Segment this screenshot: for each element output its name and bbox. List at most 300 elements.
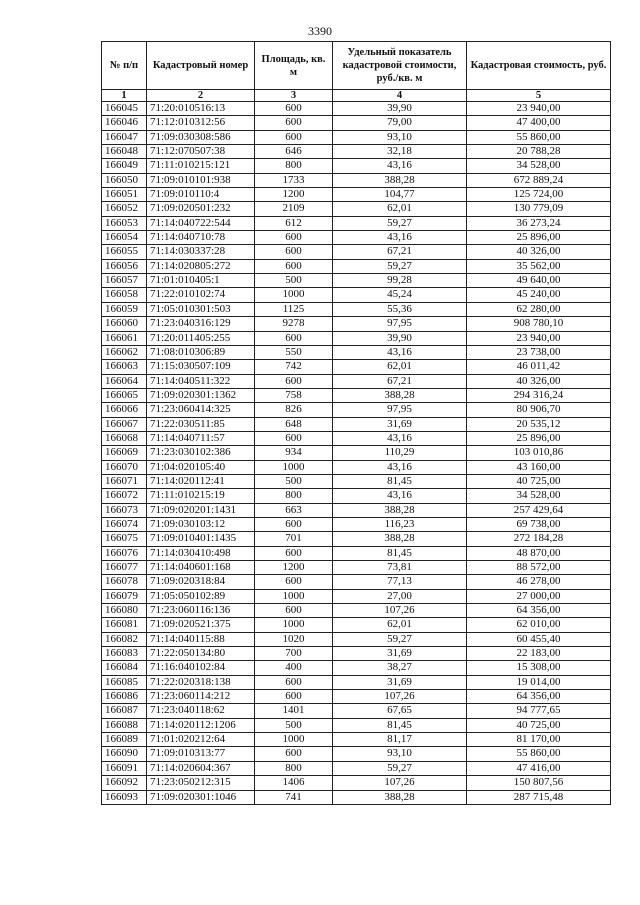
unit-value: 39,90 [333, 102, 467, 116]
area-value: 1406 [255, 776, 333, 790]
row-number: 166052 [102, 202, 147, 216]
unit-value: 43,16 [333, 460, 467, 474]
cadastral-number: 71:23:060116:136 [147, 604, 255, 618]
cadastral-cost: 150 807,56 [467, 776, 611, 790]
unit-value: 388,28 [333, 532, 467, 546]
column-number: 1 [102, 90, 147, 102]
table-row [102, 733, 611, 747]
column-number: 4 [333, 90, 467, 102]
unit-value: 31,69 [333, 417, 467, 431]
unit-value: 81,17 [333, 733, 467, 747]
area-value: 600 [255, 675, 333, 689]
row-number: 166071 [102, 474, 147, 488]
row-number: 166063 [102, 360, 147, 374]
row-number: 166081 [102, 618, 147, 632]
area-value: 600 [255, 130, 333, 144]
table-row [102, 546, 611, 560]
row-number: 166046 [102, 116, 147, 130]
cadastral-cost: 20 788,28 [467, 145, 611, 159]
cadastral-cost: 47 400,00 [467, 116, 611, 130]
unit-value: 59,27 [333, 259, 467, 273]
row-number: 166078 [102, 575, 147, 589]
row-number: 166058 [102, 288, 147, 302]
cadastral-cost: 287 715,48 [467, 790, 611, 804]
unit-value: 97,95 [333, 403, 467, 417]
cadastral-cost: 23 940,00 [467, 102, 611, 116]
unit-value: 67,21 [333, 374, 467, 388]
unit-value: 31,69 [333, 647, 467, 661]
row-number: 166088 [102, 718, 147, 732]
area-value: 800 [255, 159, 333, 173]
cadastral-cost: 43 160,00 [467, 460, 611, 474]
cadastral-cost: 23 738,00 [467, 345, 611, 359]
cadastral-cost: 49 640,00 [467, 274, 611, 288]
area-value: 600 [255, 245, 333, 259]
cadastral-number: 71:14:040115:88 [147, 632, 255, 646]
area-value: 500 [255, 474, 333, 488]
row-number: 166049 [102, 159, 147, 173]
row-number: 166076 [102, 546, 147, 560]
table-row [102, 173, 611, 187]
table-row [102, 431, 611, 445]
cadastral-number: 71:12:010312:56 [147, 116, 255, 130]
unit-value: 43,16 [333, 159, 467, 173]
table-row [102, 532, 611, 546]
cadastral-number: 71:09:010313:77 [147, 747, 255, 761]
cadastral-number: 71:22:010102:74 [147, 288, 255, 302]
table-row [102, 704, 611, 718]
table-row [102, 403, 611, 417]
cadastral-cost: 257 429,64 [467, 503, 611, 517]
row-number: 166070 [102, 460, 147, 474]
unit-value: 93,10 [333, 130, 467, 144]
cadastral-number: 71:14:020805:272 [147, 259, 255, 273]
cadastral-number: 71:14:020112:41 [147, 474, 255, 488]
cadastral-number: 71:22:050134:80 [147, 647, 255, 661]
table-row [102, 690, 611, 704]
row-number: 166073 [102, 503, 147, 517]
cadastral-cost: 94 777,65 [467, 704, 611, 718]
cadastral-cost: 46 278,00 [467, 575, 611, 589]
cadastral-cost: 272 184,28 [467, 532, 611, 546]
area-value: 701 [255, 532, 333, 546]
unit-value: 77,13 [333, 575, 467, 589]
area-value: 600 [255, 517, 333, 531]
table-row [102, 216, 611, 230]
unit-value: 62,01 [333, 202, 467, 216]
cadastral-cost: 40 725,00 [467, 474, 611, 488]
cadastral-number: 71:23:040316:129 [147, 317, 255, 331]
cadastral-cost: 25 896,00 [467, 431, 611, 445]
table-row [102, 360, 611, 374]
row-number: 166085 [102, 675, 147, 689]
table-row [102, 561, 611, 575]
table-row [102, 460, 611, 474]
table-row [102, 474, 611, 488]
cadastral-number: 71:14:040511:322 [147, 374, 255, 388]
area-value: 826 [255, 403, 333, 417]
row-number: 166080 [102, 604, 147, 618]
table-row [102, 159, 611, 173]
cadastral-cost: 40 725,00 [467, 718, 611, 732]
cadastral-cost: 69 738,00 [467, 517, 611, 531]
unit-value: 388,28 [333, 503, 467, 517]
unit-value: 43,16 [333, 231, 467, 245]
column-number-row [102, 90, 611, 102]
area-value: 600 [255, 259, 333, 273]
area-value: 500 [255, 718, 333, 732]
cadastral-number: 71:08:010306:89 [147, 345, 255, 359]
row-number: 166082 [102, 632, 147, 646]
area-value: 1000 [255, 733, 333, 747]
cadastral-cost: 22 183,00 [467, 647, 611, 661]
cadastral-cost: 34 528,00 [467, 489, 611, 503]
cadastral-number: 71:11:010215:19 [147, 489, 255, 503]
unit-value: 99,28 [333, 274, 467, 288]
row-number: 166064 [102, 374, 147, 388]
row-number: 166079 [102, 589, 147, 603]
table-row [102, 604, 611, 618]
unit-value: 67,65 [333, 704, 467, 718]
unit-value: 388,28 [333, 173, 467, 187]
row-number: 166062 [102, 345, 147, 359]
area-value: 600 [255, 116, 333, 130]
cadastral-number: 71:14:030410:498 [147, 546, 255, 560]
cadastral-number: 71:22:030511:85 [147, 417, 255, 431]
area-value: 1200 [255, 561, 333, 575]
table-row [102, 647, 611, 661]
table-row [102, 274, 611, 288]
cadastral-cost: 80 906,70 [467, 403, 611, 417]
cadastral-number: 71:09:020521:375 [147, 618, 255, 632]
table-row [102, 317, 611, 331]
unit-value: 81,45 [333, 546, 467, 560]
table-row [102, 374, 611, 388]
area-value: 9278 [255, 317, 333, 331]
cadastral-number: 71:09:030103:12 [147, 517, 255, 531]
table-row [102, 776, 611, 790]
cadastral-cost: 908 780,10 [467, 317, 611, 331]
unit-value: 97,95 [333, 317, 467, 331]
table-row [102, 589, 611, 603]
area-value: 758 [255, 388, 333, 402]
header-area: Площадь, кв. м [255, 42, 333, 90]
area-value: 600 [255, 690, 333, 704]
table-row [102, 489, 611, 503]
table-row [102, 202, 611, 216]
column-number: 5 [467, 90, 611, 102]
cadastral-cost: 62 280,00 [467, 302, 611, 316]
area-value: 600 [255, 374, 333, 388]
unit-value: 388,28 [333, 790, 467, 804]
row-number: 166065 [102, 388, 147, 402]
unit-value: 107,26 [333, 690, 467, 704]
area-value: 700 [255, 647, 333, 661]
cadastral-cost: 64 356,00 [467, 604, 611, 618]
unit-value: 93,10 [333, 747, 467, 761]
header-number: № п/п [102, 42, 147, 90]
cadastral-cost: 35 562,00 [467, 259, 611, 273]
area-value: 648 [255, 417, 333, 431]
area-value: 934 [255, 446, 333, 460]
cadastral-number: 71:14:030337:28 [147, 245, 255, 259]
cadastral-number: 71:20:011405:255 [147, 331, 255, 345]
row-number: 166045 [102, 102, 147, 116]
area-value: 600 [255, 231, 333, 245]
row-number: 166057 [102, 274, 147, 288]
cadastral-cost: 130 779,09 [467, 202, 611, 216]
row-number: 166060 [102, 317, 147, 331]
row-number: 166048 [102, 145, 147, 159]
area-value: 800 [255, 489, 333, 503]
row-number: 166090 [102, 747, 147, 761]
table-row [102, 718, 611, 732]
cadastral-cost: 20 535,12 [467, 417, 611, 431]
table-row [102, 575, 611, 589]
table-row [102, 388, 611, 402]
area-value: 600 [255, 575, 333, 589]
row-number: 166089 [102, 733, 147, 747]
header-row [102, 42, 611, 90]
row-number: 166051 [102, 188, 147, 202]
table-row [102, 302, 611, 316]
cadastral-number: 71:09:010401:1435 [147, 532, 255, 546]
row-number: 166077 [102, 561, 147, 575]
unit-value: 107,26 [333, 604, 467, 618]
cadastral-number: 71:20:010516:13 [147, 102, 255, 116]
cadastral-number: 71:01:020212:64 [147, 733, 255, 747]
unit-value: 81,45 [333, 474, 467, 488]
table-row [102, 517, 611, 531]
page-number: 3390 [308, 24, 332, 38]
area-value: 1000 [255, 460, 333, 474]
cadastral-cost: 34 528,00 [467, 159, 611, 173]
table-row [102, 331, 611, 345]
unit-value: 62,01 [333, 618, 467, 632]
unit-value: 104,77 [333, 188, 467, 202]
area-value: 646 [255, 145, 333, 159]
cadastral-number: 71:14:020604:367 [147, 761, 255, 775]
unit-value: 59,27 [333, 216, 467, 230]
table-row [102, 245, 611, 259]
area-value: 1000 [255, 288, 333, 302]
cadastral-cost: 103 010,86 [467, 446, 611, 460]
table-row [102, 446, 611, 460]
area-value: 742 [255, 360, 333, 374]
table-row [102, 345, 611, 359]
unit-value: 73,81 [333, 561, 467, 575]
unit-value: 43,16 [333, 345, 467, 359]
cadastral-number: 71:09:020318:84 [147, 575, 255, 589]
area-value: 1733 [255, 173, 333, 187]
cadastral-number: 71:14:040710:78 [147, 231, 255, 245]
row-number: 166068 [102, 431, 147, 445]
cadastral-number: 71:09:020301:1362 [147, 388, 255, 402]
cadastral-number: 71:15:030507:109 [147, 360, 255, 374]
unit-value: 59,27 [333, 632, 467, 646]
cadastral-cost: 88 572,00 [467, 561, 611, 575]
area-value: 612 [255, 216, 333, 230]
unit-value: 32,18 [333, 145, 467, 159]
cadastral-cost: 23 940,00 [467, 331, 611, 345]
area-value: 663 [255, 503, 333, 517]
table-row [102, 632, 611, 646]
cadastral-cost: 48 870,00 [467, 546, 611, 560]
row-number: 166067 [102, 417, 147, 431]
area-value: 600 [255, 604, 333, 618]
area-value: 1020 [255, 632, 333, 646]
row-number: 166059 [102, 302, 147, 316]
row-number: 166084 [102, 661, 147, 675]
area-value: 1125 [255, 302, 333, 316]
cadastral-number: 71:23:040118:62 [147, 704, 255, 718]
area-value: 1000 [255, 618, 333, 632]
table-row [102, 145, 611, 159]
cadastral-number: 71:23:050212:315 [147, 776, 255, 790]
cadastral-number: 71:14:020112:1206 [147, 718, 255, 732]
cadastral-cost: 46 011,42 [467, 360, 611, 374]
cadastral-number: 71:23:060114:212 [147, 690, 255, 704]
row-number: 166056 [102, 259, 147, 273]
area-value: 1000 [255, 589, 333, 603]
header-cadastral-number: Кадастровый номер [147, 42, 255, 90]
row-number: 166087 [102, 704, 147, 718]
unit-value: 55,36 [333, 302, 467, 316]
area-value: 600 [255, 431, 333, 445]
row-number: 166069 [102, 446, 147, 460]
unit-value: 38,27 [333, 661, 467, 675]
cadastral-number: 71:23:060414:325 [147, 403, 255, 417]
cadastral-number: 71:22:020318:138 [147, 675, 255, 689]
row-number: 166050 [102, 173, 147, 187]
area-value: 600 [255, 747, 333, 761]
area-value: 600 [255, 546, 333, 560]
cadastral-number: 71:09:010101:938 [147, 173, 255, 187]
area-value: 1200 [255, 188, 333, 202]
area-value: 800 [255, 761, 333, 775]
cadastral-cost: 15 308,00 [467, 661, 611, 675]
unit-value: 27,00 [333, 589, 467, 603]
unit-value: 43,16 [333, 431, 467, 445]
area-value: 400 [255, 661, 333, 675]
table-row [102, 790, 611, 804]
cadastral-cost: 19 014,00 [467, 675, 611, 689]
cadastral-cost: 62 010,00 [467, 618, 611, 632]
row-number: 166066 [102, 403, 147, 417]
cadastral-number: 71:16:040102:84 [147, 661, 255, 675]
cadastral-cost: 125 724,00 [467, 188, 611, 202]
cadastral-number: 71:14:040711:57 [147, 431, 255, 445]
cadastral-cost: 27 000,00 [467, 589, 611, 603]
unit-value: 59,27 [333, 761, 467, 775]
cadastral-number: 71:14:040722:544 [147, 216, 255, 230]
unit-value: 110,29 [333, 446, 467, 460]
area-value: 600 [255, 102, 333, 116]
row-number: 166074 [102, 517, 147, 531]
table-row [102, 417, 611, 431]
table-row [102, 188, 611, 202]
cadastral-cost: 40 326,00 [467, 374, 611, 388]
row-number: 166053 [102, 216, 147, 230]
unit-value: 43,16 [333, 489, 467, 503]
row-number: 166091 [102, 761, 147, 775]
header-cadastral-cost: Кадастровая стоимость, руб. [467, 42, 611, 90]
cadastral-number: 71:05:050102:89 [147, 589, 255, 603]
unit-value: 39,90 [333, 331, 467, 345]
cadastral-cost: 36 273,24 [467, 216, 611, 230]
cadastral-number: 71:11:010215:121 [147, 159, 255, 173]
cadastral-number: 71:09:030308:586 [147, 130, 255, 144]
table-row [102, 503, 611, 517]
cadastral-cost: 672 889,24 [467, 173, 611, 187]
row-number: 166086 [102, 690, 147, 704]
cadastral-number: 71:01:010405:1 [147, 274, 255, 288]
row-number: 166055 [102, 245, 147, 259]
row-number: 166072 [102, 489, 147, 503]
cadastral-number: 71:09:020301:1046 [147, 790, 255, 804]
unit-value: 31,69 [333, 675, 467, 689]
row-number: 166047 [102, 130, 147, 144]
area-value: 741 [255, 790, 333, 804]
table-row [102, 288, 611, 302]
cadastral-cost: 25 896,00 [467, 231, 611, 245]
row-number: 166093 [102, 790, 147, 804]
cadastral-cost: 64 356,00 [467, 690, 611, 704]
column-number: 3 [255, 90, 333, 102]
cadastral-cost: 47 416,00 [467, 761, 611, 775]
row-number: 166075 [102, 532, 147, 546]
header-unit-value: Удельный показатель кадастровой стоимости, руб./кв. м [333, 42, 467, 90]
unit-value: 79,00 [333, 116, 467, 130]
table-row [102, 618, 611, 632]
table-row [102, 231, 611, 245]
cadastral-cost: 55 860,00 [467, 130, 611, 144]
cadastral-number: 71:04:020105:40 [147, 460, 255, 474]
table-row [102, 102, 611, 116]
unit-value: 388,28 [333, 388, 467, 402]
cadastral-number: 71:05:010301:503 [147, 302, 255, 316]
area-value: 600 [255, 331, 333, 345]
cadastral-number: 71:14:040601:168 [147, 561, 255, 575]
cadastral-number: 71:09:020501:232 [147, 202, 255, 216]
cadastral-number: 71:09:010110:4 [147, 188, 255, 202]
unit-value: 62,01 [333, 360, 467, 374]
row-number: 166054 [102, 231, 147, 245]
area-value: 500 [255, 274, 333, 288]
unit-value: 67,21 [333, 245, 467, 259]
column-number: 2 [147, 90, 255, 102]
table-body [102, 102, 611, 805]
table-row [102, 130, 611, 144]
cadastral-number: 71:09:020201:1431 [147, 503, 255, 517]
table-row [102, 259, 611, 273]
area-value: 550 [255, 345, 333, 359]
area-value: 1401 [255, 704, 333, 718]
table-row [102, 675, 611, 689]
unit-value: 81,45 [333, 718, 467, 732]
cadastral-cost: 55 860,00 [467, 747, 611, 761]
cadastral-cost: 60 455,40 [467, 632, 611, 646]
row-number: 166061 [102, 331, 147, 345]
cadastral-table [101, 41, 611, 805]
cadastral-cost: 40 326,00 [467, 245, 611, 259]
unit-value: 107,26 [333, 776, 467, 790]
table-row [102, 761, 611, 775]
row-number: 166092 [102, 776, 147, 790]
cadastral-cost: 294 316,24 [467, 388, 611, 402]
unit-value: 45,24 [333, 288, 467, 302]
area-value: 2109 [255, 202, 333, 216]
